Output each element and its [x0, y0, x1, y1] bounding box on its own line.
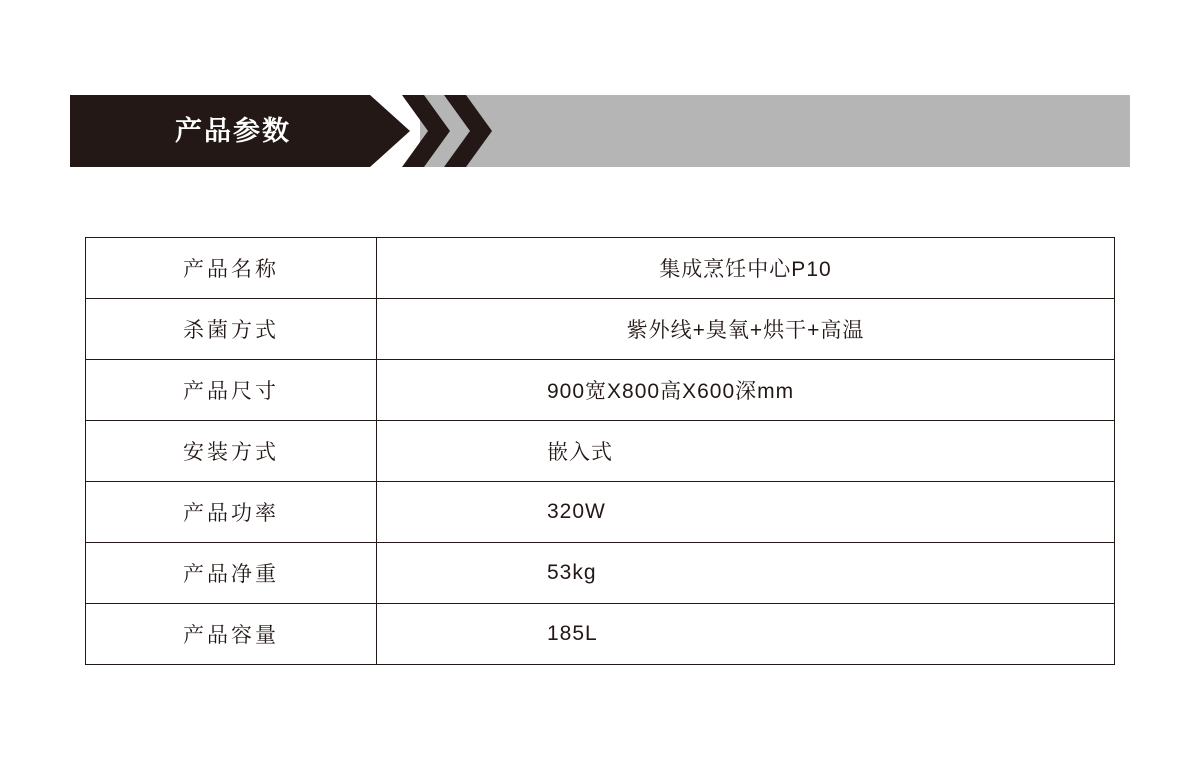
section-banner	[70, 95, 1130, 167]
spec-value: 185L	[377, 604, 1115, 665]
spec-label: 安装方式	[86, 421, 377, 482]
spec-label: 产品容量	[86, 604, 377, 665]
spec-value: 53kg	[377, 543, 1115, 604]
spec-label: 产品净重	[86, 543, 377, 604]
spec-label: 产品名称	[86, 238, 377, 299]
spec-table	[85, 237, 1115, 665]
spec-value: 900宽X800高X600深mm	[377, 360, 1115, 421]
spec-label: 杀菌方式	[86, 299, 377, 360]
table-row	[86, 482, 1115, 543]
spec-label: 产品尺寸	[86, 360, 377, 421]
spec-value: 320W	[377, 482, 1115, 543]
table-row	[86, 604, 1115, 665]
table-row	[86, 238, 1115, 299]
table-row	[86, 299, 1115, 360]
spec-value: 嵌入式	[377, 421, 1115, 482]
spec-value: 集成烹饪中心P10	[377, 238, 1115, 299]
spec-value: 紫外线+臭氧+烘干+高温	[377, 299, 1115, 360]
table-row	[86, 543, 1115, 604]
section-title: 产品参数	[175, 116, 291, 146]
table-row	[86, 421, 1115, 482]
spec-label: 产品功率	[86, 482, 377, 543]
table-row	[86, 360, 1115, 421]
banner-gray-bar	[420, 95, 1130, 167]
